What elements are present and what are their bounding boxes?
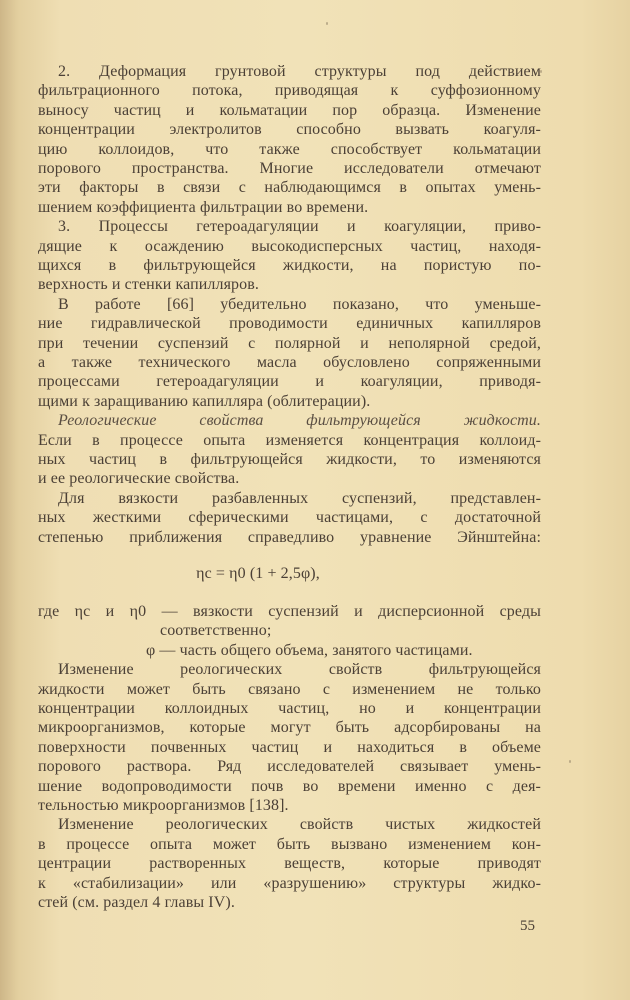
text-line: где ηc и η0 — вязкости суспензий и дисперсионной среды: [38, 603, 541, 620]
text-line: соответственно;: [160, 622, 272, 640]
text-line: щими к заращиванию капилляра (облитерации).: [38, 392, 371, 410]
text-line: шение водопроводимости почв во времени именно с дея-: [38, 777, 541, 795]
text-line: а также технического масла обусловлено сопряженными: [38, 354, 541, 371]
text-line: к «стабилизации» или «разрушению» структуры жидко-: [38, 874, 541, 892]
page-number: 55: [520, 918, 535, 934]
paper-speck: [326, 22, 328, 25]
text-line: ние гидравлической проводимости единичных капилляров: [38, 315, 541, 333]
text-line: 3. Процессы гетероадагуляции и коагуляции, приво-: [58, 218, 541, 236]
text-line: тельностью микроорганизмов [138].: [38, 797, 289, 814]
text-line: стей (см. раздел 4 главы IV).: [38, 894, 235, 911]
text-line: и ее реологические свойства.: [38, 470, 240, 488]
text-line: концентрации коллоидных частиц, но и концентрации: [38, 700, 541, 717]
text-line: жидкости может быть связано с изменением не только: [38, 680, 541, 698]
text-line: 2. Деформация грунтовой структуры под действием: [58, 63, 541, 80]
text-line: центрации растворенных веществ, которые приводят: [38, 855, 541, 873]
text-line: процессами гетероадагуляции и коагуляции, приводя-: [38, 373, 541, 391]
section-heading-italic: Реологические свойства фильтрующейся жидкости.: [58, 412, 541, 430]
text-line: щихся в фильтрующейся жидкости, на пористую по-: [38, 257, 541, 274]
formula: ηc = η0 (1 + 2,5φ),: [196, 565, 320, 582]
text-line: в процессе опыта может быть вызвано изменением кон-: [38, 835, 541, 853]
text-line: цию коллоидов, что также способствует кольматации: [38, 140, 541, 158]
text-line: верхность и стенки капилляров.: [38, 276, 259, 294]
text-line: Изменение реологических свойств чистых жидкостей: [58, 816, 541, 834]
text-line: порового раствора. Ряд исследователей связывает умень-: [38, 758, 541, 776]
text-line: В работе [66] убедительно показано, что уменьше-: [58, 295, 541, 313]
text-line: Изменение реологических свойств фильтрующейся: [58, 661, 541, 679]
text-line: при течении суспензий с полярной и неполярной средой,: [38, 334, 541, 352]
text-line: концентрации электролитов способно вызвать коагуля-: [38, 121, 541, 139]
text-line: ных жесткими сферическими частицами, с достаточной: [38, 509, 541, 527]
text-line: ных частиц в фильтрующейся жидкости, то изменяются: [38, 451, 541, 468]
text-line: поверхности почвенных частиц и находиться в объеме: [38, 738, 541, 756]
text-line: Если в процессе опыта изменяется концентрация коллоид-: [38, 431, 541, 449]
text-line: порового пространства. Многие исследователи отмечают: [38, 160, 541, 177]
text-line: φ — часть общего объема, занятого частицами.: [146, 641, 473, 659]
text-line: шением коэффициента фильтрации во времени.: [38, 198, 369, 216]
text-line: дящие к осаждению высокодисперсных частиц, находя-: [38, 237, 541, 255]
text-line: Для вязкости разбавленных суспензий, представлен-: [58, 489, 541, 507]
text-line: фильтрационного потока, приводящая к суффозионному: [38, 82, 541, 100]
text-line: эти факторы в связи с наблюдающимся в опытах умень-: [38, 179, 541, 197]
text-line: выносу частиц и кольматации пор образца. Изменение: [38, 101, 541, 119]
text-line: степенью приближения справедливо уравнение Эйнштейна:: [38, 528, 541, 546]
text-line: микроорганизмов, которые могут быть адсорбированы на: [38, 719, 541, 737]
paper-speck: [569, 760, 571, 763]
